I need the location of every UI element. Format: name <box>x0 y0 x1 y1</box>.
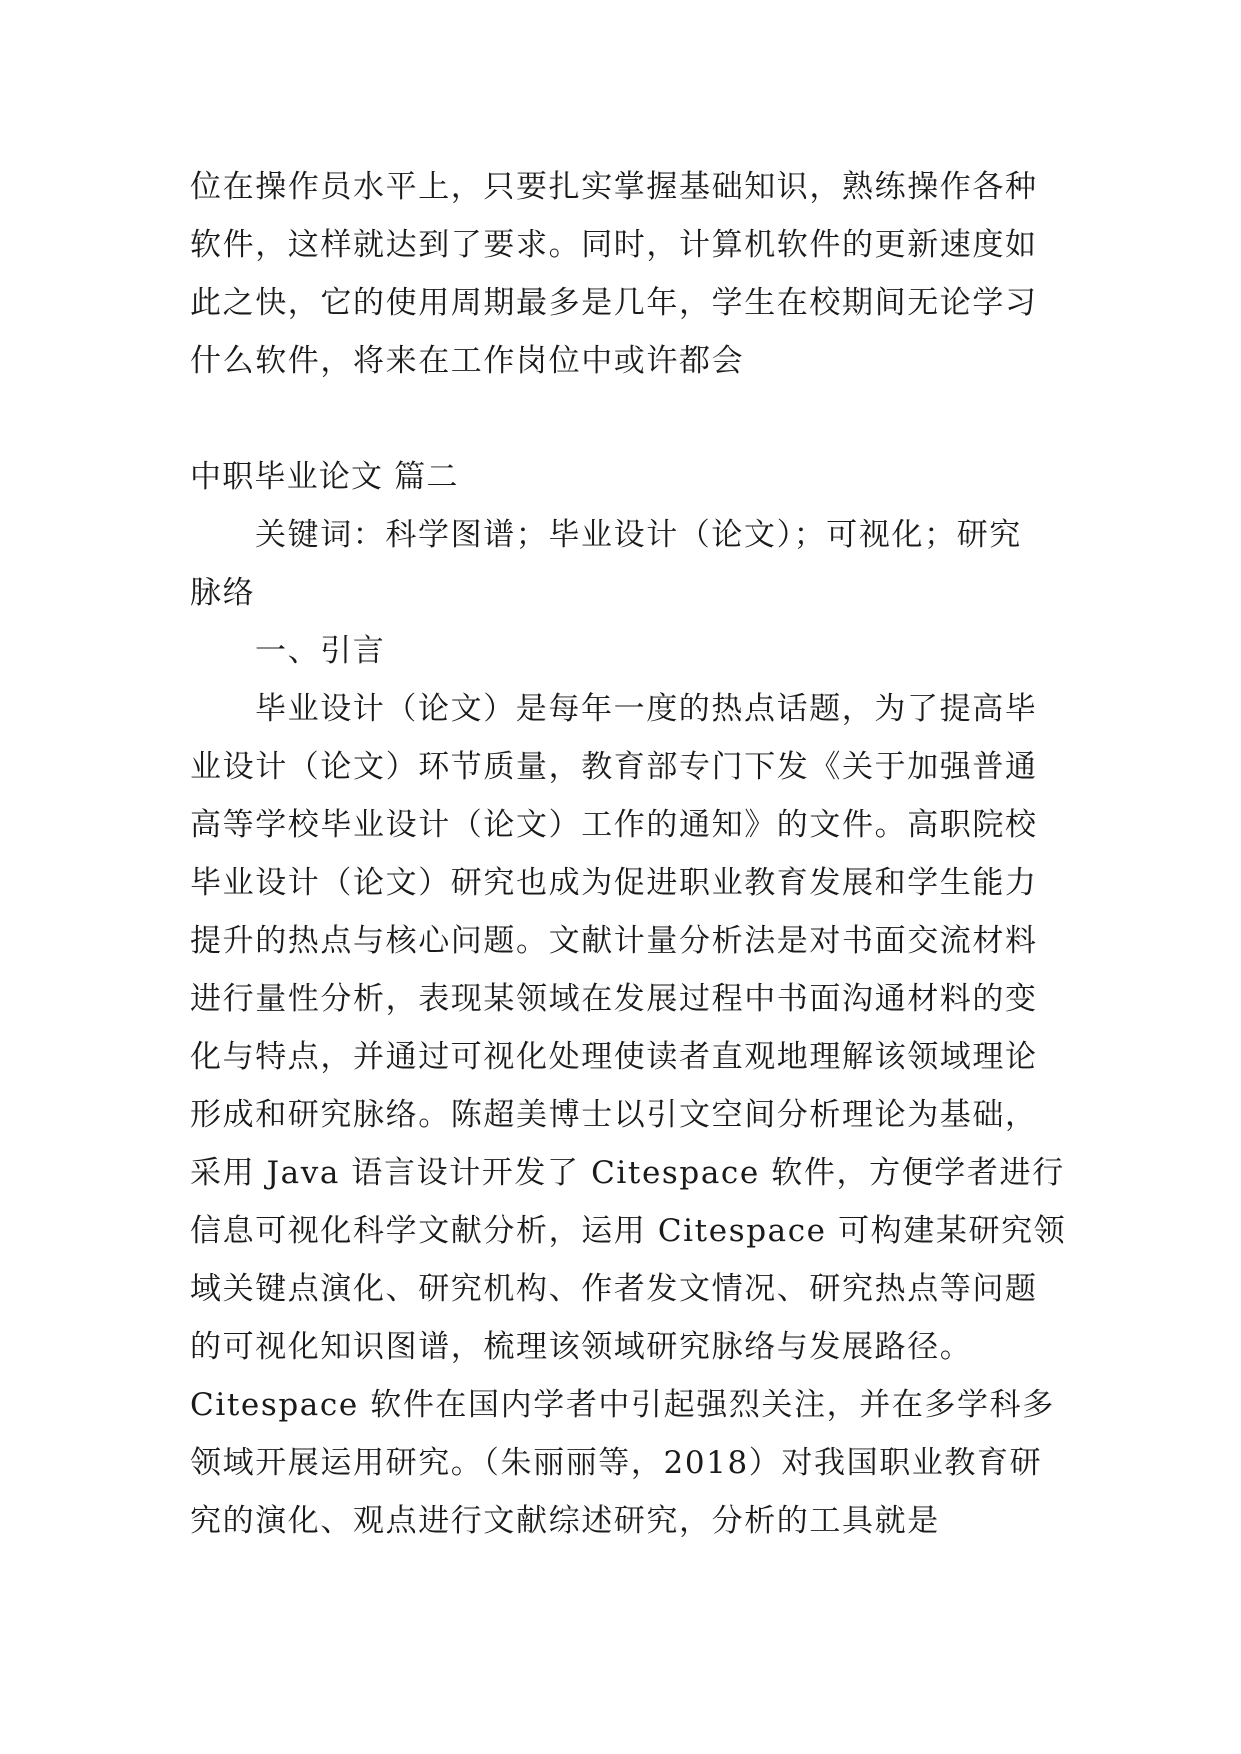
text-line: 业设计（论文）环节质量，教育部专门下发《关于加强普通 <box>190 749 1038 785</box>
text-line: 高等学校毕业设计（论文）工作的通知》的文件。高职院校 <box>190 807 1038 843</box>
text-line: 究的演化、观点进行文献综述研究，分析的工具就是 <box>190 1503 940 1539</box>
text-line: Citespace 软件在国内学者中引起强烈关注，并在多学科多 <box>190 1387 1055 1423</box>
text-line: 提升的热点与核心问题。文献计量分析法是对书面交流材料 <box>190 923 1038 959</box>
text-line: 进行量性分析，表现某领域在发展过程中书面沟通材料的变 <box>190 981 1038 1017</box>
intro-paragraph <box>190 158 1050 390</box>
text-line: 信息可视化科学文献分析，运用 Citespace 可构建某研究领 <box>190 1213 1067 1249</box>
text-line: 软件，这样就达到了要求。同时，计算机软件的更新速度如 <box>190 227 1038 263</box>
text-line: 此之快，它的使用周期最多是几年，学生在校期间无论学习 <box>190 285 1038 321</box>
body-paragraph <box>190 680 1067 1550</box>
text-line: 形成和研究脉络。陈超美博士以引文空间分析理论为基础， <box>190 1097 1038 1133</box>
text-line: 的可视化知识图谱，梳理该领域研究脉络与发展路径。 <box>190 1329 973 1365</box>
subheading-introduction: 一、引言 <box>255 633 386 669</box>
text-line: 毕业设计（论文）是每年一度的热点话题，为了提高毕 <box>255 691 1038 727</box>
section-two <box>190 448 1067 1550</box>
text-line: 化与特点，并通过可视化处理使读者直观地理解该领域理论 <box>190 1039 1038 1075</box>
text-line: 关键词：科学图谱；毕业设计（论文）；可视化；研究 <box>255 517 1022 553</box>
text-line: 领域开展运用研究。（朱丽丽等，2018）对我国职业教育研 <box>190 1445 1043 1481</box>
text-line: 采用 Java 语言设计开发了 Citespace 软件，方便学者进行 <box>190 1155 1065 1191</box>
text-line: 位在操作员水平上，只要扎实掌握基础知识，熟练操作各种 <box>190 169 1038 205</box>
text-line: 域关键点演化、研究机构、作者发文情况、研究热点等问题 <box>190 1271 1038 1307</box>
keywords-paragraph <box>190 506 1050 622</box>
text-line: 什么软件，将来在工作岗位中或许都会 <box>190 343 745 379</box>
text-line: 毕业设计（论文）研究也成为促进职业教育发展和学生能力 <box>190 865 1038 901</box>
section-title: 中职毕业论文 篇二 <box>190 459 459 495</box>
text-line: 脉络 <box>190 575 256 611</box>
